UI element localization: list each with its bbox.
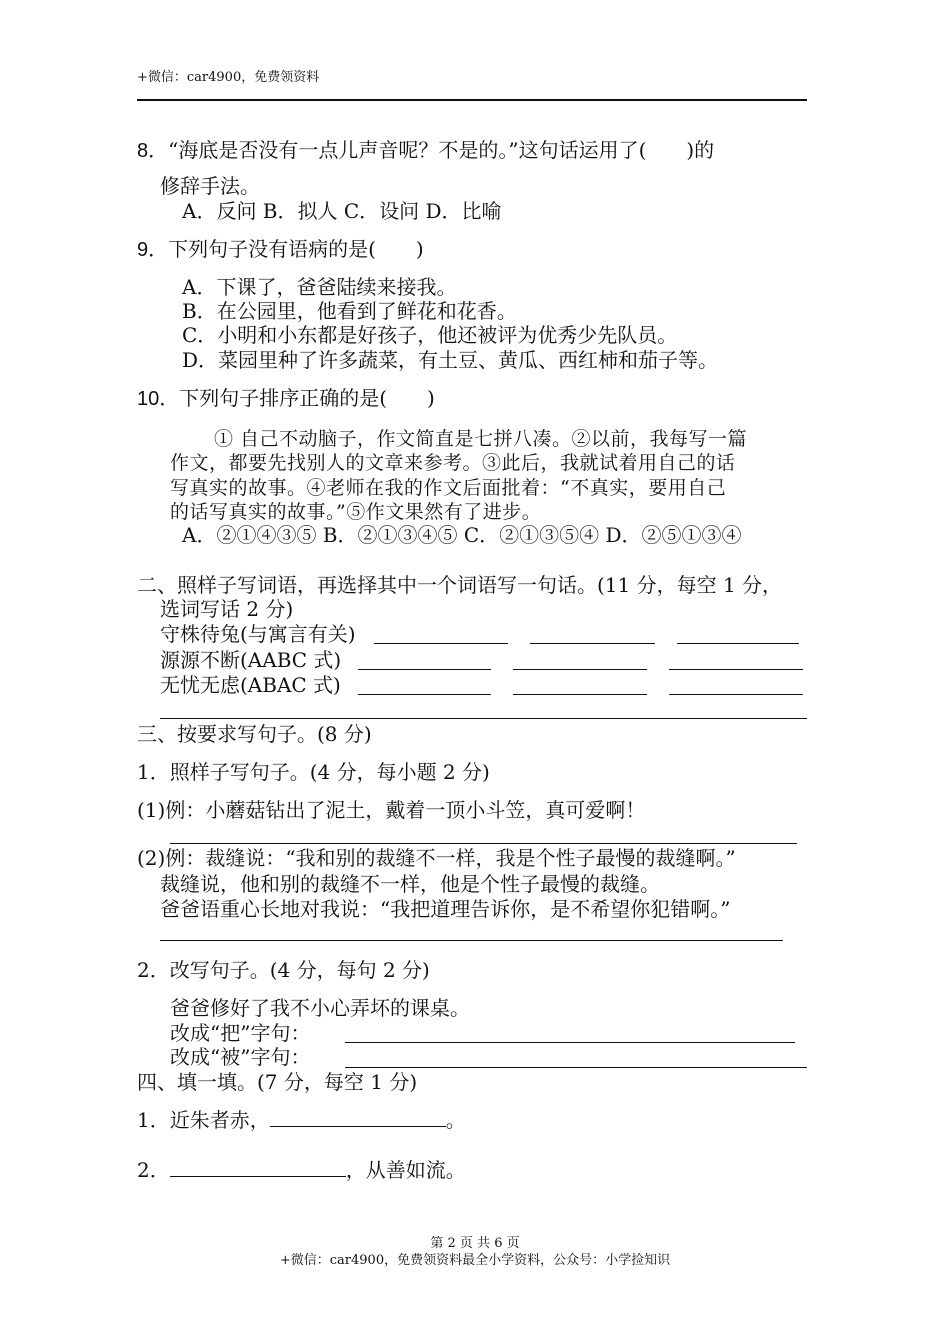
q9-option-a: A．下课了，爸爸陆续来接我。 <box>182 275 457 299</box>
answer-blank[interactable] <box>513 669 647 670</box>
q8-stem: “海底是否没有一点儿声音呢？不是的。”这句话运用了( )的 <box>168 138 715 162</box>
q9-option-b: B．在公园里，他看到了鲜花和花香。 <box>182 299 517 323</box>
section3-sub2-text: 2．改写句子。(4 分，每句 2 分) <box>137 958 430 982</box>
sentence-blank[interactable] <box>160 718 807 719</box>
q10-passage-4: 的话写真实的故事。”⑤作文果然有了进步。 <box>170 501 542 523</box>
q10-passage-3: 写真实的故事。④老师在我的作文后面批着：“不真实，要用自己 <box>170 477 727 499</box>
q8-options: A．反问 B．拟人 C．设问 D．比喻 <box>182 199 502 223</box>
fill-q1 <box>137 1108 466 1132</box>
example-2-line3: 爸爸语重心长地对我说：“我把道理告诉你，是不希望你犯错啊。” <box>160 897 731 921</box>
example-2-line1: (2)例：裁缝说：“我和别的裁缝不一样，我是个性子最慢的裁缝啊。” <box>137 846 736 870</box>
section2-title-cont: 选词写话 2 分) <box>160 597 294 621</box>
fill-q2 <box>137 1158 466 1182</box>
section4-title: 四、填一填。(7 分，每空 1 分) <box>137 1070 418 1094</box>
answer-blank[interactable] <box>358 669 491 670</box>
fill-q2-num: 2． <box>137 1158 170 1182</box>
answer-blank[interactable] <box>160 940 783 941</box>
rewrite-sentence: 爸爸修好了我不小心弄坏的课桌。 <box>170 996 470 1020</box>
word-row-1: 守株待兔(与寓言有关) <box>160 622 356 646</box>
q9-stem-line <box>137 237 424 262</box>
fill-q2-blank[interactable] <box>170 1158 346 1177</box>
q10-passage-2: 作文，都要先找别人的文章来参考。③此后，我就试着用自己的话 <box>170 452 736 474</box>
section2-title: 二、照样子写词语，再选择其中一个词语写一句话。(11 分，每空 1 分， <box>137 573 783 597</box>
fill-q1-blank[interactable] <box>270 1108 446 1127</box>
bei-answer-blank[interactable] <box>345 1067 807 1068</box>
q10-number: 10． <box>137 388 180 410</box>
q10-options: A．②①④③⑤ B．②①③④⑤ C．②①③⑤④ D．②⑤①③④ <box>182 523 742 547</box>
q10-passage-1: ① 自己不动脑子，作文简直是七拼八凑。②以前，我每写一篇 <box>214 428 748 450</box>
page-number: 第 2 页 共 6 页 <box>430 1236 520 1251</box>
example-1: (1)例：小蘑菇钻出了泥土，戴着一顶小斗笠，真可爱啊！ <box>137 798 646 822</box>
answer-blank[interactable] <box>669 694 803 695</box>
q9-option-d: D．菜园里种了许多蔬菜，有土豆、黄瓜、西红柿和茄子等。 <box>182 348 719 372</box>
footer-text: +微信：car4900，免费领资料最全小学资料，公众号：小学捡知识 <box>279 1253 671 1268</box>
answer-blank[interactable] <box>170 843 797 844</box>
answer-blank[interactable] <box>530 643 655 644</box>
example-2-line2: 裁缝说，他和别的裁缝不一样，他是个性子最慢的裁缝。 <box>160 872 660 896</box>
fill-q1-text: 1．近朱者赤， <box>137 1108 270 1132</box>
q8-number: 8． <box>137 140 169 162</box>
fill-q2-end: ，从善如流。 <box>345 1158 466 1182</box>
section3-title: 三、按要求写句子。(8 分) <box>137 722 372 746</box>
ba-answer-blank[interactable] <box>345 1042 795 1043</box>
answer-blank[interactable] <box>374 643 508 644</box>
fill-q1-end: 。 <box>445 1108 466 1132</box>
header-text: +微信：car4900，免费领资料 <box>137 70 320 85</box>
word-row-3: 无忧无虑(ABAC 式) <box>160 673 341 697</box>
section3-sub2 <box>137 958 430 982</box>
answer-blank[interactable] <box>677 643 799 644</box>
section3-sub1: 1．照样子写句子。(4 分，每小题 2 分) <box>137 760 490 784</box>
q9-number: 9． <box>137 239 169 261</box>
q9-stem: 下列句子没有语病的是( ) <box>168 237 424 261</box>
ba-label: 改成“把”字句： <box>170 1021 311 1045</box>
header-rule <box>137 99 807 101</box>
answer-blank[interactable] <box>358 694 491 695</box>
answer-blank[interactable] <box>513 694 647 695</box>
bei-label: 改成“被”字句： <box>170 1045 311 1069</box>
answer-blank[interactable] <box>669 669 803 670</box>
q10-stem-line <box>137 386 435 411</box>
q10-stem: 下列句子排序正确的是( ) <box>179 386 435 410</box>
word-row-2: 源源不断(AABC 式) <box>160 648 342 672</box>
q8-line2: 修辞手法。 <box>160 174 260 198</box>
q9-option-c: C．小明和小东都是好孩子，他还被评为优秀少先队员。 <box>182 323 678 347</box>
q8-line1 <box>137 138 714 163</box>
